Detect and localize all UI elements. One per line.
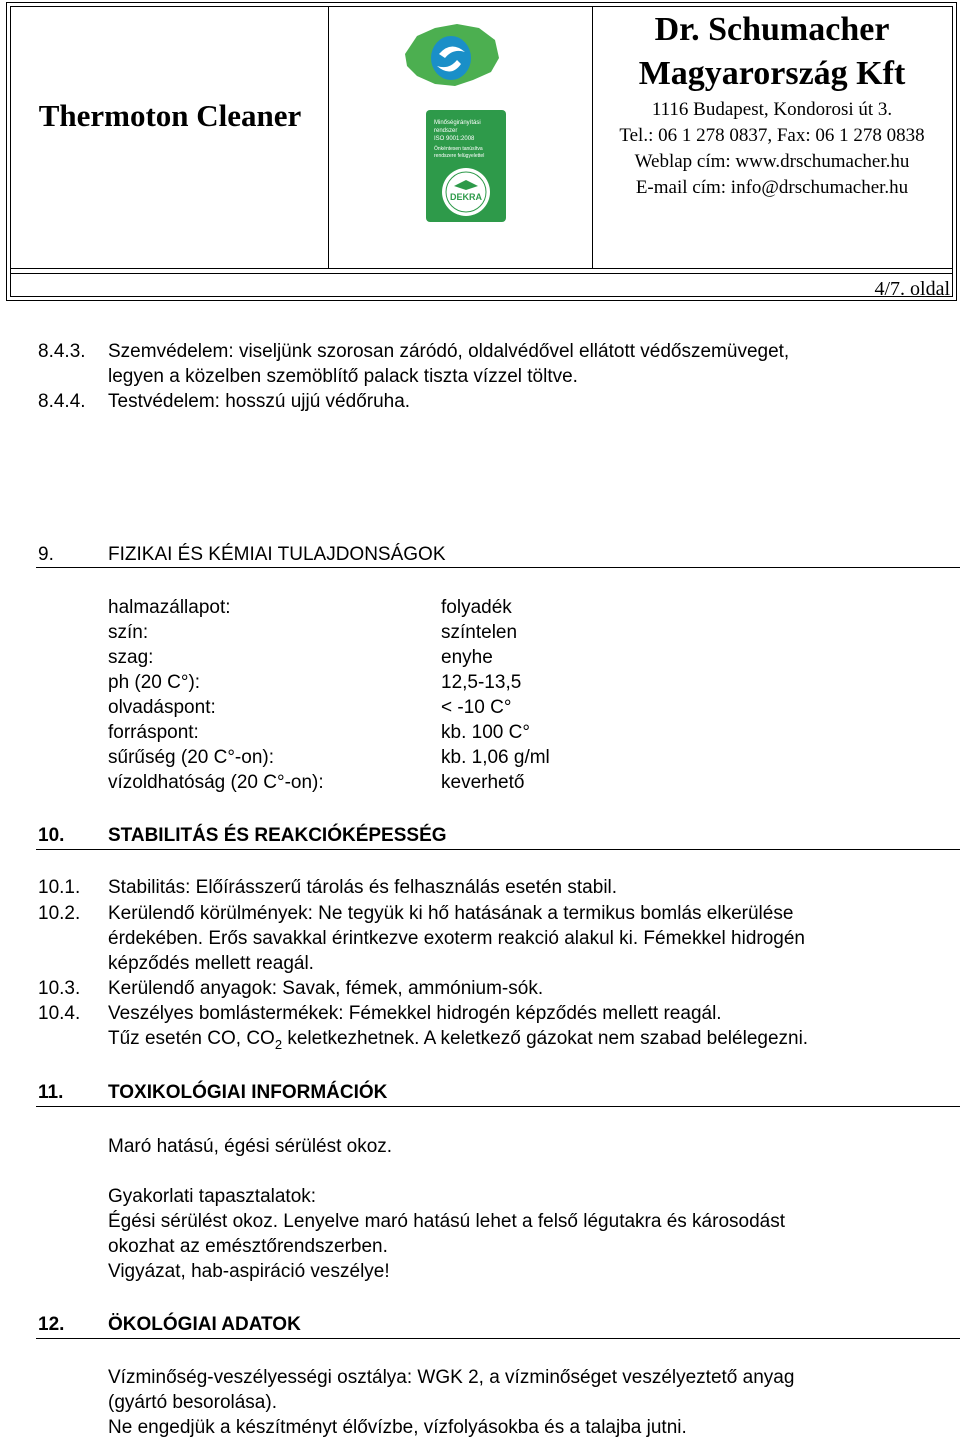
property-value: kb. 1,06 g/ml [441, 747, 550, 768]
property-label: olvadáspont: [108, 697, 216, 718]
section11-para1: Maró hatású, égési sérülést okoz. [108, 1136, 393, 1157]
property-label: szag: [108, 647, 154, 668]
section9-title: FIZIKAI ÉS KÉMIAI TULAJDONSÁGOK [108, 544, 446, 565]
section8-item-num: 8.4.3. [38, 341, 86, 362]
cert-text-1: Minőségirányítási [434, 120, 481, 126]
header-divider-left [328, 6, 329, 269]
property-value: kb. 100 C° [441, 722, 530, 743]
section10-item-line: képződés mellett reagál. [108, 953, 314, 974]
property-label: ph (20 C°): [108, 672, 201, 693]
property-label: vízoldhatóság (20 C°-on): [108, 772, 324, 793]
section10-item-line: Kerülendő körülmények: Ne tegyük ki hő hatásának a termikus bomlás elkerülése [108, 903, 794, 924]
cert-text-5: rendszere felügyelettel [434, 153, 485, 159]
section12-rule [36, 1338, 960, 1339]
section9-rule [36, 567, 960, 568]
section10-fire-line [108, 1027, 808, 1051]
section11-para2-title: Gyakorlati tapasztalatok: [108, 1186, 317, 1207]
property-value: folyadék [441, 597, 512, 618]
section10-item-line: Kerülendő anyagok: Savak, fémek, ammónium-sók. [108, 978, 544, 999]
fire-line-start: Tűz esetén CO, CO [108, 1028, 275, 1049]
section12-number: 12. [38, 1314, 65, 1335]
section12-line: (gyártó besorolása). [108, 1392, 277, 1413]
cert-text-4: Önkéntesen tanúsítva [434, 146, 483, 152]
section10-item-num: 10.2. [38, 903, 81, 924]
section12-title: ÖKOLÓGIAI ADATOK [108, 1314, 301, 1335]
page-number: 4/7. oldal [874, 278, 950, 300]
section10-item-num: 10.1. [38, 877, 81, 898]
company-name-line2: Magyarország Kft [638, 55, 906, 92]
section11-para2-line: Égési sérülést okoz. Lenyelve maró hatású lehet a felső légutakra és károsodást [108, 1211, 785, 1232]
property-value: színtelen [441, 622, 518, 643]
cert-text-3: ISO 9001:2008 [434, 136, 475, 142]
property-value: < -10 C° [441, 697, 512, 718]
property-label: halmazállapot: [108, 597, 231, 618]
section8-item-line: Testvédelem: hosszú ujjú védőruha. [108, 391, 411, 412]
section11-para2-line: Vigyázat, hab-aspiráció veszélye! [108, 1261, 390, 1282]
section10-item-line: érdekében. Erős savakkal érintkezve exoterm reakció alakul ki. Fémekkel hidrogén [108, 928, 805, 949]
section12-line: Vízminőség-veszélyességi osztálya: WGK 2, a vízminőséget veszélyeztető anyag [108, 1367, 795, 1388]
hungary-map-logo-icon [395, 14, 505, 112]
company-address: 1116 Budapest, Kondorosi út 3. [651, 99, 893, 120]
section11-title: TOXIKOLÓGIAI INFORMÁCIÓK [108, 1082, 388, 1103]
section10-number: 10. [38, 825, 65, 846]
cert-text-2: rendszer [434, 128, 458, 134]
section10-item-line: Veszélyes bomlástermékek: Fémekkel hidrogén képződés mellett reagál. [108, 1003, 722, 1024]
section8-item-line: legyen a közelben szemöblítő palack tiszta vízzel töltve. [108, 366, 578, 387]
dekra-label: DEKRA [449, 192, 483, 202]
property-value: enyhe [441, 647, 493, 668]
company-phone-fax: Tel.: 06 1 278 0837, Fax: 06 1 278 0838 [619, 125, 925, 146]
fire-line-subscript: 2 [274, 1036, 283, 1052]
company-email: E-mail cím: info@drschumacher.hu [635, 177, 909, 198]
section8-item-line: Szemvédelem: viseljünk szorosan záródó, oldalvédővel ellátott védőszemüveget, [108, 341, 790, 362]
property-value: 12,5-13,5 [441, 672, 522, 693]
header-bottom-rule [10, 268, 953, 269]
section10-rule [36, 849, 960, 850]
company-name-line1: Dr. Schumacher [654, 11, 890, 48]
section8-item-num: 8.4.4. [38, 391, 86, 412]
company-website: Weblap cím: www.drschumacher.hu [634, 151, 910, 172]
section10-item-num: 10.3. [38, 978, 81, 999]
iso-certification-badge-icon [426, 110, 506, 222]
section12-line: Ne engedjük a készítményt élővízbe, vízfolyásokba és a talajba jutni. [108, 1417, 687, 1438]
fire-line-end: keletkezhetnek. A keletkező gázokat nem szabad belélegezni. [282, 1028, 809, 1049]
header-bottom-rule-2 [10, 273, 953, 274]
section11-rule [36, 1106, 960, 1107]
property-label: forráspont: [108, 722, 199, 743]
property-label: sűrűség (20 C°-on): [108, 747, 274, 768]
section11-number: 11. [38, 1082, 64, 1103]
section10-item-line: Stabilitás: Előírásszerű tárolás és felhasználás esetén stabil. [108, 877, 618, 898]
section10-title: STABILITÁS ÉS REAKCIÓKÉPESSÉG [108, 825, 447, 846]
property-label: szín: [108, 622, 149, 643]
section11-para2-line: okozhat az emésztőrendszerben. [108, 1236, 388, 1257]
property-value: keverhető [441, 772, 525, 793]
section10-item-num: 10.4. [38, 1003, 81, 1024]
section9-number: 9. [38, 544, 54, 565]
product-title: Thermoton Cleaner [38, 98, 302, 133]
